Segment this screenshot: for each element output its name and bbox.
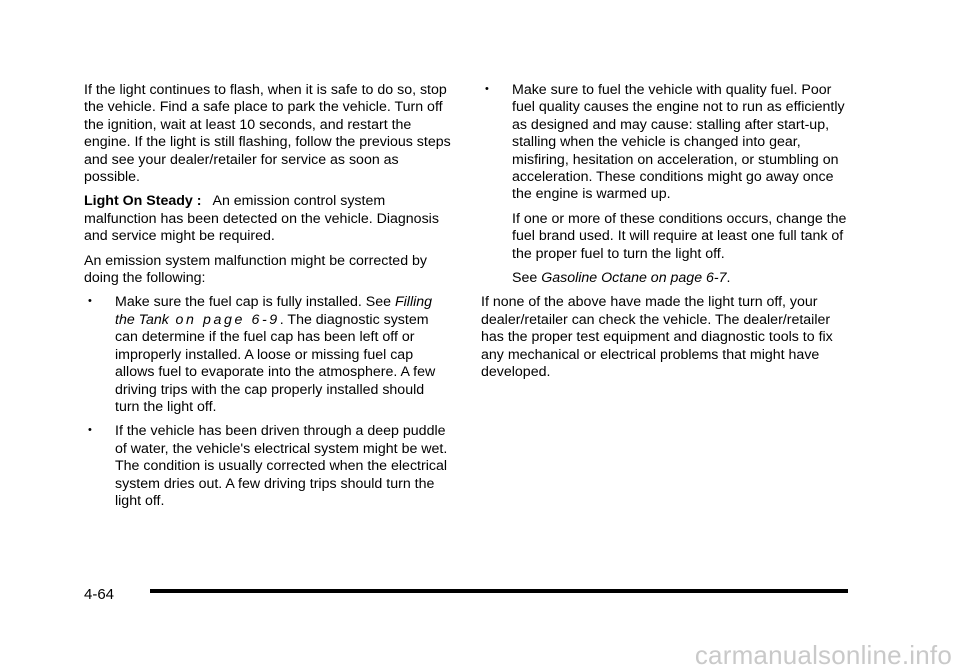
- see-suffix: .: [726, 270, 731, 287]
- right-column: [481, 82, 851, 389]
- filling-the-tank-title: Filling the Tank: [115, 294, 433, 328]
- bullet-quality-fuel: [481, 82, 851, 204]
- bullet-quality-fuel-text: Make sure to fuel the vehicle with quality fuel. Poor fuel quality causes the engine not to run as efficiently as designed and may cause: stalling after start-up, stalling when the vehicle is changed into gear, misfiring, hesitation on acceleration, or stumbling on acceleration. These conditions might go away once the engine is warmed up.: [512, 82, 845, 203]
- dealer-check-paragraph: If none of the above have made the light turn off, your dealer/retailer can check the vehicle. The dealer/retailer has the proper test equipment and diagnostic tools to fix any mechanical or electrical problems that might have developed.: [481, 294, 833, 381]
- bullet-fuel-cap: [84, 294, 452, 416]
- bullet-fuel-cap-text-before: Make sure the fuel cap is fully installed. See: [115, 294, 395, 311]
- bullet-icon: •: [485, 83, 489, 95]
- bullet-deep-puddle-text: If the vehicle has been driven through a deep puddle of water, the vehicle's electrical system might be wet. The condition is usually corrected when the electrical system dries out. A few driving trips should turn the light off.: [115, 423, 448, 509]
- light-on-steady-label: Light On Steady :: [84, 193, 202, 210]
- see-gasoline-octane: [481, 270, 851, 287]
- footer-rule: [150, 589, 848, 593]
- filling-the-tank-page: on page 6-9: [168, 311, 280, 328]
- bullet-fuel-cap-text-after: . The diagnostic system can determine if the fuel cap has been left off or improperly installed. A loose or missing fuel cap allows fuel to evaporate into the atmosphere. A few driving trips with the cap properly installed should turn the light off.: [115, 311, 436, 415]
- bullet-icon: •: [88, 295, 92, 308]
- left-column: [84, 82, 452, 517]
- light-on-steady-text: An emission control system malfunction has been detected on the vehicle. Diagnosis and service might be required.: [84, 193, 439, 245]
- page-number: 4-64: [84, 586, 115, 603]
- see-prefix: See: [512, 270, 542, 287]
- flash-paragraph: If the light continues to flash, when it is safe to do so, stop the vehicle. Find a safe place to park the vehicle. Turn off the ignition, wait at least 10 seconds, and restart the engine. If the light is still flashing, follow the previous steps and see your dealer/retailer for service as soon as possible.: [84, 82, 451, 186]
- gasoline-octane-reference[interactable]: Gasoline Octane on page 6-7: [541, 270, 727, 287]
- bullet-deep-puddle: [84, 423, 452, 510]
- light-on-steady-paragraph: [84, 193, 452, 245]
- bullet-icon: •: [88, 424, 92, 437]
- fuel-brand-paragraph: If one or more of these conditions occurs, change the fuel brand used. It will require at least one full tank of the proper fuel to turn the light off.: [512, 210, 847, 262]
- watermark: carmanualsonline.info: [694, 640, 952, 670]
- malfunction-intro-paragraph: An emission system malfunction might be corrected by doing the following:: [84, 252, 428, 287]
